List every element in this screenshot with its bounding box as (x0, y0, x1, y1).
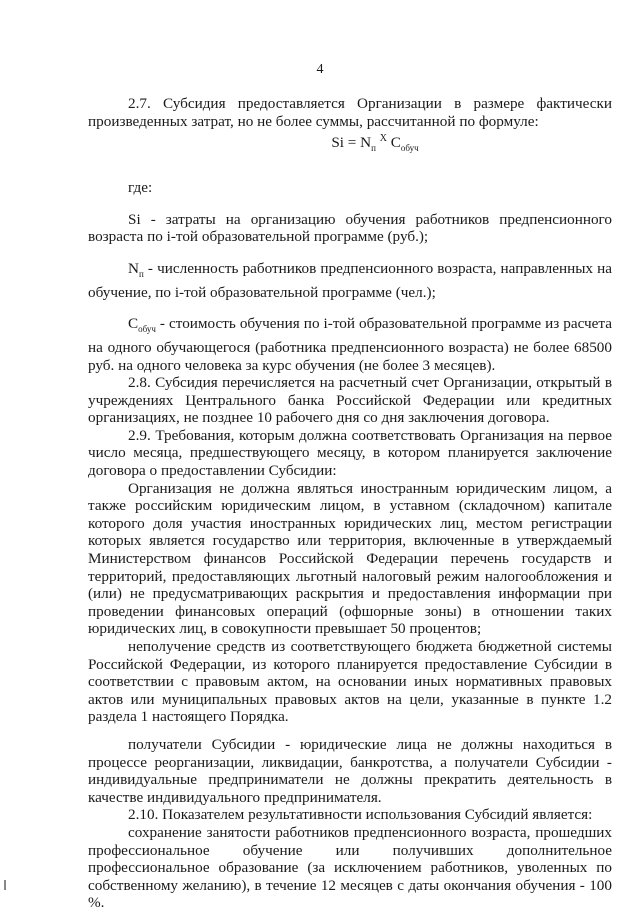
definition-si: Si - затраты на организацию обучения работников предпенсионного возраста по i-той образовательной программе (руб.); (88, 210, 612, 246)
paragraph-2-8: 2.8. Субсидия перечисляется на расчетный счет Организации, открытый в учреждениях Центрального банка Российской Федерации или кредитных организациях, не позднее 10 рабочего дня со дня заключения договора. (88, 374, 612, 427)
definition-n-subscript: п (138, 269, 144, 280)
formula-c: C (390, 134, 401, 152)
paragraph-2-7: 2.7. Субсидия предоставляется Организации в размере фактически произведенных затрат, но не более суммы, рассчитанной по формуле: (88, 95, 612, 130)
definition-c (88, 315, 612, 374)
formula-n-subscript: п (371, 143, 376, 154)
paragraph-2-10-item-1: сохранение занятости работников предпенсионного возраста, прошедших профессиональное обучение или получивших дополнительное профессиональное образование (за исключением работников, уволенных по собственному желанию), в течение 12 месяцев с даты окончания обучения - 100 %. (88, 823, 612, 912)
where-label: где: (128, 179, 153, 197)
paragraph-2-9-item-1: Организация не должна являться иностранным юридическим лицом, а также российским юридическим лицом, в уставном (складочном) капитале которого доля участия иностранных юридических лиц, местом регистрации которых является государство или территория, включенные в утверждаемый Министерством финансов Российской Федерации перечень государств и территорий, предоставляющих льготный налоговый режим налогообложения и (или) не предусматривающих раскрытия и предоставления информации при проведении финансовых операций (офшорные зоны) в отношении таких юридических лиц, в совокупности превышает 50 процентов; (88, 479, 612, 638)
formula-times: X (379, 133, 387, 145)
definition-c-text: - стоимость обучения по i-той образовательной программе из расчета на одного обучающегося (работника предпенсионного возраста) не более 68500 руб. на одного человека за курс обучения (не более 3 месяцев). (88, 315, 612, 374)
paragraph-2-9-item-3: получатели Субсидии - юридические лица не должны находиться в процессе реорганизации, ликвидации, банкротства, а получатели Субсидии - индивидуальные предприниматели не должны прекратить деятельность в качестве индивидуального предпринимателя. (88, 735, 612, 806)
paragraph-2-10-intro: 2.10. Показателем результативности использования Субсидий является: (128, 806, 593, 824)
paragraph-2-9-intro: 2.9. Требования, которым должна соответствовать Организация на первое число месяца, предшествующего месяцу, в котором планируется заключение договора о предоставлении Субсидии: (88, 426, 612, 480)
document-body (88, 95, 612, 912)
definition-c-subscript: обуч (138, 324, 156, 335)
definition-n-symbol: N (128, 260, 139, 278)
page-number: 4 (316, 62, 324, 77)
formula-c-subscript: обуч (400, 143, 419, 154)
definition-n-text: - численность работников предпенсионного возраста, направленных на обучение, по i-той образовательной программе (чел.); (88, 260, 612, 301)
subsidy-formula (88, 130, 612, 157)
scan-margin-mark (4, 880, 6, 890)
definition-n (88, 260, 612, 301)
formula-lhs: Si = N (331, 134, 372, 152)
definition-c-symbol: C (128, 315, 139, 333)
paragraph-2-9-item-2: неполучение средств из соответствующего бюджета бюджетной системы Российской Федерации, из которого планируется предоставление Субсидии в соответствии с правовым актом, на основании иных нормативных правовых актов или муниципальных правовых актов на цели, указанные в пункте 1.2 раздела 1 настоящего Порядка. (88, 638, 612, 726)
